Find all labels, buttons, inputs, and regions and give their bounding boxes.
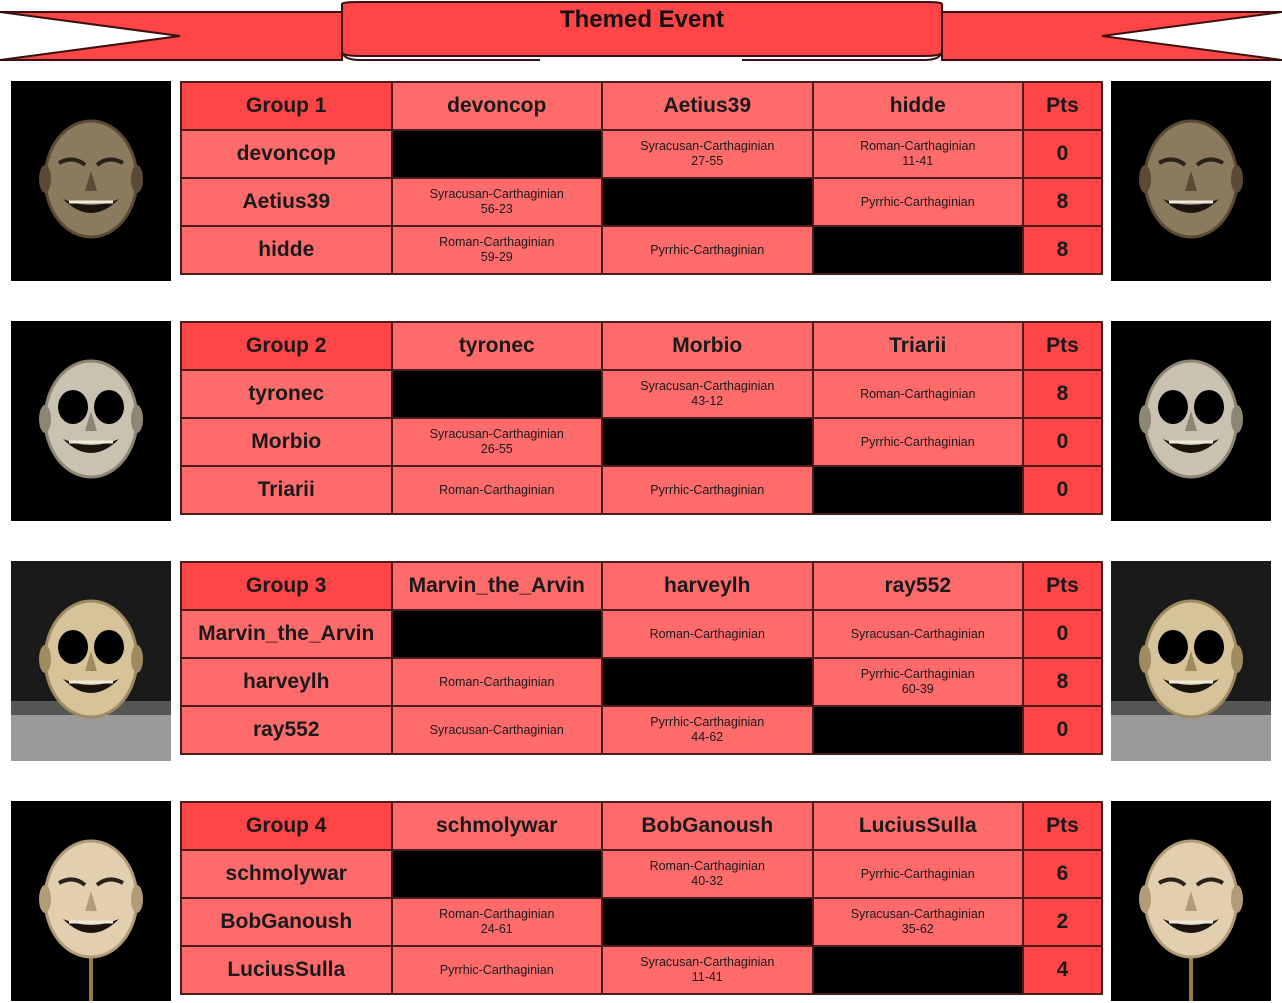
- match-score: 24-61: [480, 922, 513, 936]
- group-block: [0, 321, 1282, 523]
- points-header: Pts: [1023, 802, 1102, 850]
- group-table: [180, 321, 1103, 515]
- points-value: 0: [1023, 706, 1102, 754]
- points-header: Pts: [1023, 82, 1102, 130]
- match-cell: [392, 226, 603, 274]
- match-score: 11-41: [691, 970, 723, 984]
- table-row: [181, 610, 1102, 658]
- match-cell: [602, 850, 813, 898]
- match-cell: [392, 946, 603, 994]
- match-cell: [602, 466, 813, 514]
- group-table: [180, 561, 1103, 755]
- match-cell: [602, 706, 813, 754]
- table-row: [181, 898, 1102, 946]
- points-value: 0: [1023, 466, 1102, 514]
- self-match-cell: [602, 418, 813, 466]
- match-score: 60-39: [901, 682, 934, 696]
- row-player-name: hidde: [181, 226, 392, 274]
- row-player-name: Triarii: [181, 466, 392, 514]
- match-armies: Roman-Carthaginian: [439, 674, 555, 689]
- match-armies: Roman-Carthaginian: [439, 907, 555, 921]
- group-label: Group 1: [181, 82, 392, 130]
- points-value: 4: [1023, 946, 1102, 994]
- match-armies: Syracusan-Carthaginian: [429, 722, 564, 737]
- match-cell: [602, 610, 813, 658]
- match-cell: [813, 850, 1024, 898]
- match-score: 43-12: [691, 394, 724, 408]
- table-row: [181, 946, 1102, 994]
- column-player-name: Marvin_the_Arvin: [392, 562, 603, 610]
- group-block: [0, 561, 1282, 763]
- match-armies: Pyrrhic-Carthaginian: [860, 866, 975, 881]
- self-match-cell: [813, 706, 1024, 754]
- match-armies: Syracusan-Carthaginian: [429, 427, 564, 441]
- match-cell: [392, 658, 603, 706]
- table-row: [181, 370, 1102, 418]
- match-cell: [813, 898, 1024, 946]
- match-armies: Pyrrhic-Carthaginian: [860, 194, 975, 209]
- match-cell: [602, 370, 813, 418]
- row-player-name: LuciusSulla: [181, 946, 392, 994]
- match-armies: Syracusan-Carthaginian: [850, 907, 985, 921]
- group-label: Group 3: [181, 562, 392, 610]
- match-score: 26-55: [480, 442, 513, 456]
- match-armies: Roman-Carthaginian: [439, 235, 555, 249]
- column-player-name: schmolywar: [392, 802, 603, 850]
- group-table: [180, 81, 1103, 275]
- match-cell: [602, 130, 813, 178]
- points-value: 0: [1023, 610, 1102, 658]
- match-armies: Syracusan-Carthaginian: [640, 139, 775, 153]
- match-score: 27-55: [691, 154, 724, 168]
- table-row: [181, 466, 1102, 514]
- column-player-name: BobGanoush: [602, 802, 813, 850]
- points-value: 2: [1023, 898, 1102, 946]
- group-header-row: [181, 802, 1102, 850]
- match-score: 40-32: [691, 874, 724, 888]
- match-armies: Syracusan-Carthaginian: [640, 379, 775, 393]
- row-player-name: devoncop: [181, 130, 392, 178]
- group-block: [0, 801, 1282, 1003]
- match-armies: Pyrrhic-Carthaginian: [860, 434, 975, 449]
- row-player-name: Marvin_the_Arvin: [181, 610, 392, 658]
- column-player-name: ray552: [813, 562, 1024, 610]
- match-cell: [602, 226, 813, 274]
- match-score: 35-62: [901, 922, 934, 936]
- self-match-cell: [813, 946, 1024, 994]
- match-cell: [813, 418, 1024, 466]
- table-row: [181, 706, 1102, 754]
- points-value: 8: [1023, 226, 1102, 274]
- row-player-name: ray552: [181, 706, 392, 754]
- match-cell: [392, 706, 603, 754]
- match-armies: Roman-Carthaginian: [649, 626, 765, 641]
- self-match-cell: [392, 130, 603, 178]
- match-cell: [392, 466, 603, 514]
- column-player-name: Triarii: [813, 322, 1024, 370]
- table-row: [181, 850, 1102, 898]
- group-header-row: [181, 82, 1102, 130]
- mask-image: [11, 801, 171, 1001]
- mask-image: [11, 321, 171, 521]
- match-cell: [813, 658, 1024, 706]
- table-row: [181, 130, 1102, 178]
- match-cell: [813, 610, 1024, 658]
- mask-image: [11, 561, 171, 761]
- self-match-cell: [813, 226, 1024, 274]
- match-cell: [813, 178, 1024, 226]
- match-armies: Syracusan-Carthaginian: [640, 955, 775, 969]
- match-armies: Roman-Carthaginian: [649, 859, 765, 873]
- table-row: [181, 658, 1102, 706]
- mask-image: [1111, 801, 1271, 1001]
- mask-image: [1111, 561, 1271, 761]
- match-armies: Syracusan-Carthaginian: [850, 626, 985, 641]
- match-score: 59-29: [480, 250, 513, 264]
- event-title: Themed Event: [559, 6, 725, 33]
- match-armies: Roman-Carthaginian: [439, 482, 555, 497]
- points-value: 6: [1023, 850, 1102, 898]
- table-row: [181, 226, 1102, 274]
- match-cell: [813, 370, 1024, 418]
- group-label: Group 4: [181, 802, 392, 850]
- column-player-name: devoncop: [392, 82, 603, 130]
- table-row: [181, 178, 1102, 226]
- match-armies: Pyrrhic-Carthaginian: [650, 242, 765, 257]
- match-armies: Roman-Carthaginian: [860, 139, 976, 153]
- column-player-name: Aetius39: [602, 82, 813, 130]
- match-cell: [602, 946, 813, 994]
- self-match-cell: [392, 610, 603, 658]
- column-player-name: LuciusSulla: [813, 802, 1024, 850]
- points-value: 0: [1023, 418, 1102, 466]
- points-value: 8: [1023, 370, 1102, 418]
- event-banner: [0, 0, 1282, 66]
- self-match-cell: [392, 850, 603, 898]
- match-armies: Pyrrhic-Carthaginian: [650, 482, 765, 497]
- match-cell: [392, 418, 603, 466]
- self-match-cell: [602, 178, 813, 226]
- table-row: [181, 418, 1102, 466]
- group-label: Group 2: [181, 322, 392, 370]
- row-player-name: BobGanoush: [181, 898, 392, 946]
- points-value: 8: [1023, 178, 1102, 226]
- column-player-name: tyronec: [392, 322, 603, 370]
- row-player-name: Aetius39: [181, 178, 392, 226]
- group-block: [0, 81, 1282, 283]
- self-match-cell: [602, 898, 813, 946]
- mask-image: [1111, 81, 1271, 281]
- match-cell: [392, 178, 603, 226]
- match-cell: [392, 898, 603, 946]
- match-armies: Syracusan-Carthaginian: [429, 187, 564, 201]
- group-header-row: [181, 322, 1102, 370]
- points-header: Pts: [1023, 322, 1102, 370]
- match-cell: [813, 130, 1024, 178]
- mask-image: [1111, 321, 1271, 521]
- self-match-cell: [602, 658, 813, 706]
- match-armies: Roman-Carthaginian: [860, 386, 976, 401]
- match-armies: Pyrrhic-Carthaginian: [860, 667, 975, 681]
- group-header-row: [181, 562, 1102, 610]
- column-player-name: hidde: [813, 82, 1024, 130]
- row-player-name: harveylh: [181, 658, 392, 706]
- column-player-name: harveylh: [602, 562, 813, 610]
- match-armies: Pyrrhic-Carthaginian: [650, 715, 765, 729]
- row-player-name: tyronec: [181, 370, 392, 418]
- row-player-name: Morbio: [181, 418, 392, 466]
- match-score: 56-23: [480, 202, 513, 216]
- self-match-cell: [813, 466, 1024, 514]
- column-player-name: Morbio: [602, 322, 813, 370]
- row-player-name: schmolywar: [181, 850, 392, 898]
- self-match-cell: [392, 370, 603, 418]
- match-score: 44-62: [691, 730, 724, 744]
- mask-image: [11, 81, 171, 281]
- points-value: 0: [1023, 130, 1102, 178]
- points-header: Pts: [1023, 562, 1102, 610]
- group-table: [180, 801, 1103, 995]
- match-score: 11-41: [902, 154, 934, 168]
- points-value: 8: [1023, 658, 1102, 706]
- match-armies: Pyrrhic-Carthaginian: [439, 962, 554, 977]
